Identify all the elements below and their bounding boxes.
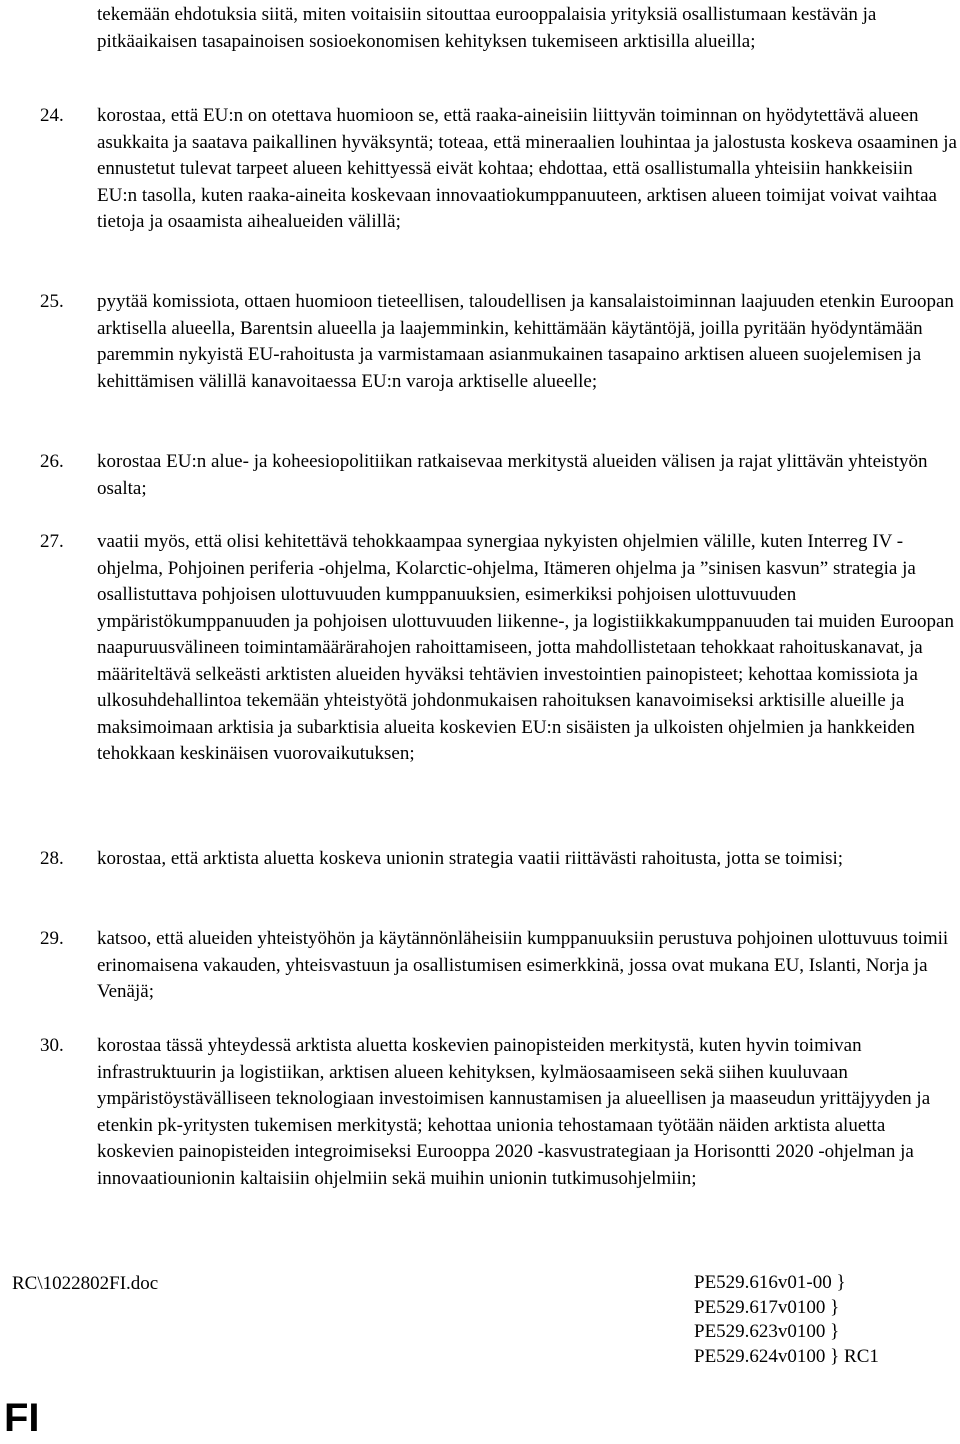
paragraph-text: korostaa, että EU:n on otettava huomioon se, että raaka-aineisiin liittyvän toiminnan on hyödytettävä alueen asukkaita ja saatava paikallinen hyväksyntä; toteaa, että mineraalien louhintaa ja jalostusta koskeva osaaminen ja ennustetut tulevat tarpeet alueen kehittyessä eivät kohtaa; ehdottaa, että osallistumalla yhteisiin hankkeisiin EU:n tasolla, kuten raaka-aineita koskevaan innovaatiokumppanuuteen, arktisen alueen toimijat voivat vaihtaa tietoja ja osaamista aihealueiden välillä;: [97, 105, 957, 232]
footer-reference-line: PE529.617v0100 }: [694, 1296, 840, 1318]
footer-reference-line: PE529.616v01-00 }: [694, 1272, 846, 1293]
footer-references: [694, 1271, 954, 1369]
paragraph-text: pyytää komissiota, ottaen huomioon tieteellisen, taloudellisen ja kansalaistoiminnan laajuuden etenkin Euroopan arktisella alueella, Barentsin alueella ja laajemminkin, kehittämään käytäntöjä, joilla pyritään hyödyntämään paremmin nykyistä EU-rahoitusta ja varmistamaan asianmukainen tasapaino arktisen alueen suojelemisen ja kehittämisen välillä kanavoitaessa EU:n varoja arktiselle alueelle;: [97, 291, 954, 392]
paragraph-text: katsoo, että alueiden yhteistyöhön ja käytännönläheisiin kumppanuuksiin perustuva pohjoinen ulottuvuus toimii erinomaisena vakauden, yhteisvastuun ja osallistumisen esimerkkinä, jossa ovat mukana EU, Islanti, Norja ja Venäjä;: [97, 928, 949, 1002]
language-code: FI: [4, 1396, 40, 1440]
paragraph-number: 26.: [40, 451, 64, 472]
intro-paragraph-continuation: tekemään ehdotuksia siitä, miten voitaisiin sitouttaa eurooppalaisia yrityksiä osallistumaan kestävän ja pitkäaikaisen tasapainoisen sosioekonomisen kehityksen tukemiseen arktisilla alueilla;: [97, 4, 877, 52]
paragraph-number: 24.: [40, 105, 64, 126]
paragraph-text: korostaa, että arktista aluetta koskeva unionin strategia vaatii riittävästi rahoitusta, jotta se toimisi;: [97, 848, 844, 869]
paragraph-number: 27.: [40, 531, 64, 552]
paragraph-number: 29.: [40, 928, 64, 949]
paragraph-number: 30.: [40, 1035, 64, 1056]
paragraph-number: 25.: [40, 291, 64, 312]
footer-reference-line: PE529.623v0100 }: [694, 1321, 840, 1342]
footer-document-file: RC\1022802FI.doc: [12, 1273, 159, 1294]
paragraph-text: korostaa tässä yhteydessä arktista aluetta koskevien painopisteiden merkitystä, kuten hyvin toimivan infrastruktuurin ja logistiikan, arktisen alueen kehityksen, kylmäosaamiseen sekä siihen kuuluvaan ympäristöystävälliseen teknologiaan investoimisen kannustamisen ja alueellisen ja maaseudun yrittäjyyden ja etenkin pk-yritysten tukemisen merkitystä; kehottaa unionia tehostamaan työtään näiden arktista aluetta koskevien painopisteiden integroimiseksi Eurooppa 2020 -kasvustrategiaan ja Horisontti 2020 -ohjelman ja innovaatiounionin kaltaisiin ohjelmiin sekä muihin unionin tutkimusohjelmiin;: [97, 1035, 931, 1189]
paragraph-number: 28.: [40, 848, 64, 869]
paragraph-text: korostaa EU:n alue- ja koheesiopolitiikan ratkaisevaa merkitystä alueiden välisen ja rajat ylittävän yhteistyön osalta;: [97, 451, 928, 499]
paragraph-text: vaatii myös, että olisi kehitettävä tehokkaampaa synergiaa nykyisten ohjelmien välille, kuten Interreg IV -ohjelma, Pohjoinen periferia -ohjelma, Kolarctic-ohjelma, Itämeren ohjelma ja ”sinisen kasvun” strategia ja osallistuttava pohjoisen ulottuvuuden kumppanuuksien, esimerkiksi pohjoisen ulottuvuuden ympäristökumppanuuden ja pohjoisen ulottuvuuden liikenne-, ja logistiikkakumppanuuden tai muiden Euroopan naapuruusvälineen toimintamäärärahojen rahoittamiseen, jotta mahdollistetaan tehokkaat rahoituskanavat, ja määriteltävä selkeästi arktisten alueiden hyväksi tehtävien investointien painopisteet; kehottaa komissiota ja ulkosuhdehallintoa tekemään yhteistyötä johdonmukaisen rahoituksen kanavoimiseksi arktisille alueille ja maksimoimaan arktisia ja subarktisia alueita koskevien EU:n sisäisten ja ulkoisten ohjelmien ja hankkeiden tehokkaan keskinäisen vuorovaikutuksen;: [97, 531, 954, 764]
footer-reference-line: PE529.624v0100 } RC1: [694, 1345, 879, 1367]
